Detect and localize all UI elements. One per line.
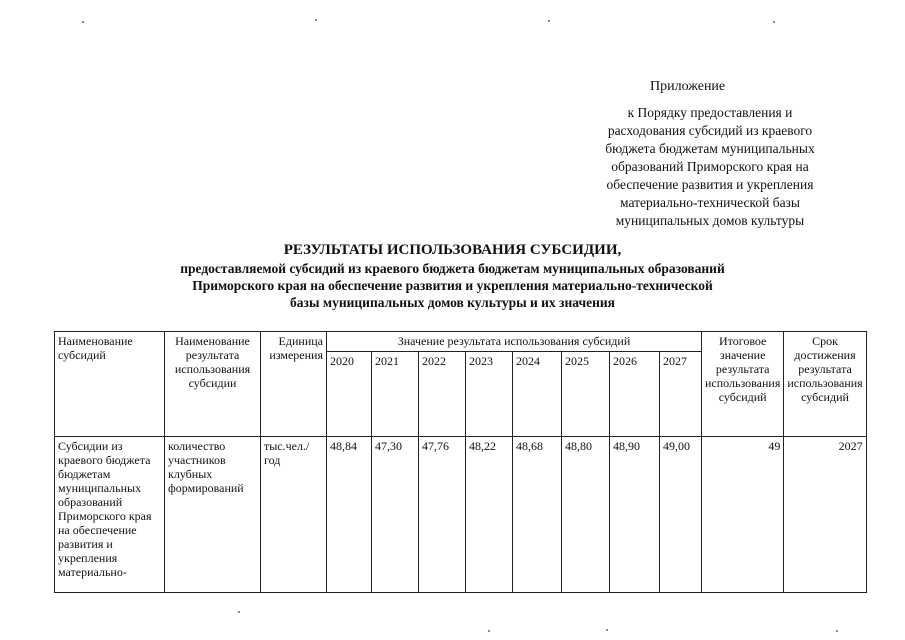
- header-year: 2027: [660, 352, 702, 437]
- appendix-title: Приложение: [650, 79, 726, 94]
- header-values-group: Значение результата использования субсидий: [327, 332, 702, 352]
- header-result-name: Наименование результата использования субсидии: [165, 332, 261, 437]
- header-year: 2026: [610, 352, 660, 437]
- appendix-line: обеспечение развития и укрепления: [606, 177, 814, 192]
- scan-speck: [606, 629, 608, 631]
- document-subtitle-line: предоставляемой субсидий из краевого бюджета бюджетам муниципальных образований: [180, 261, 725, 276]
- appendix-line: муниципальных домов культуры: [615, 213, 805, 228]
- appendix-line: образований Приморского края на: [611, 159, 809, 174]
- cell-value: 48,84: [327, 437, 372, 593]
- header-year: 2024: [513, 352, 562, 437]
- appendix-note: [570, 104, 850, 230]
- header-unit: Единица измерения: [261, 332, 327, 437]
- scan-speck: [315, 19, 317, 21]
- scan-speck: [238, 611, 240, 613]
- results-table: [54, 331, 867, 593]
- header-year: 2023: [466, 352, 513, 437]
- appendix-line: материально-технической базы: [620, 195, 800, 210]
- cell-value: 49,00: [660, 437, 702, 593]
- header-subsidy-name: Наименование субсидий: [55, 332, 165, 437]
- document-subtitle-line: базы муниципальных домов культуры и их значения: [290, 295, 615, 310]
- header-total-value: Итоговое значение результата использования субсидий: [702, 332, 784, 437]
- header-year: 2025: [562, 352, 610, 437]
- scan-speck: [82, 21, 84, 23]
- appendix-line: к Порядку предоставления и: [627, 105, 793, 120]
- header-year: 2022: [419, 352, 466, 437]
- scan-speck: [488, 630, 490, 632]
- header-deadline: Срок достижения результата использования субсидий: [784, 332, 866, 437]
- cell-value: 48,68: [513, 437, 562, 593]
- cell-value: 48,22: [466, 437, 513, 593]
- cell-deadline: 2027: [784, 437, 866, 593]
- document-title: РЕЗУЛЬТАТЫ ИСПОЛЬЗОВАНИЯ СУБСИДИИ,: [283, 242, 622, 258]
- scan-speck: [548, 20, 550, 22]
- document-heading: [0, 241, 905, 311]
- cell-unit: тыс.чел./год: [261, 437, 327, 593]
- document-subtitle-line: Приморского края на обеспечение развития и укрепления материально-технической: [192, 278, 713, 293]
- header-year: 2020: [327, 352, 372, 437]
- cell-value: 47,30: [372, 437, 419, 593]
- cell-value: 48,80: [562, 437, 610, 593]
- appendix-line: бюджета бюджетам муниципальных: [605, 141, 815, 156]
- cell-value: 48,90: [610, 437, 660, 593]
- appendix-line: расходования субсидий из краевого: [607, 123, 813, 138]
- cell-subsidy-name: Субсидии из краевого бюджета бюджетам муниципальных образований Приморского края на обеспечение развития и укрепления материально-: [55, 437, 165, 593]
- cell-result-name: количество участников клубных формирований: [165, 437, 261, 593]
- scan-speck: [836, 630, 838, 632]
- cell-total-value: 49: [702, 437, 784, 593]
- table-row: [55, 437, 867, 593]
- scan-speck: [773, 21, 775, 23]
- header-year: 2021: [372, 352, 419, 437]
- cell-value: 47,76: [419, 437, 466, 593]
